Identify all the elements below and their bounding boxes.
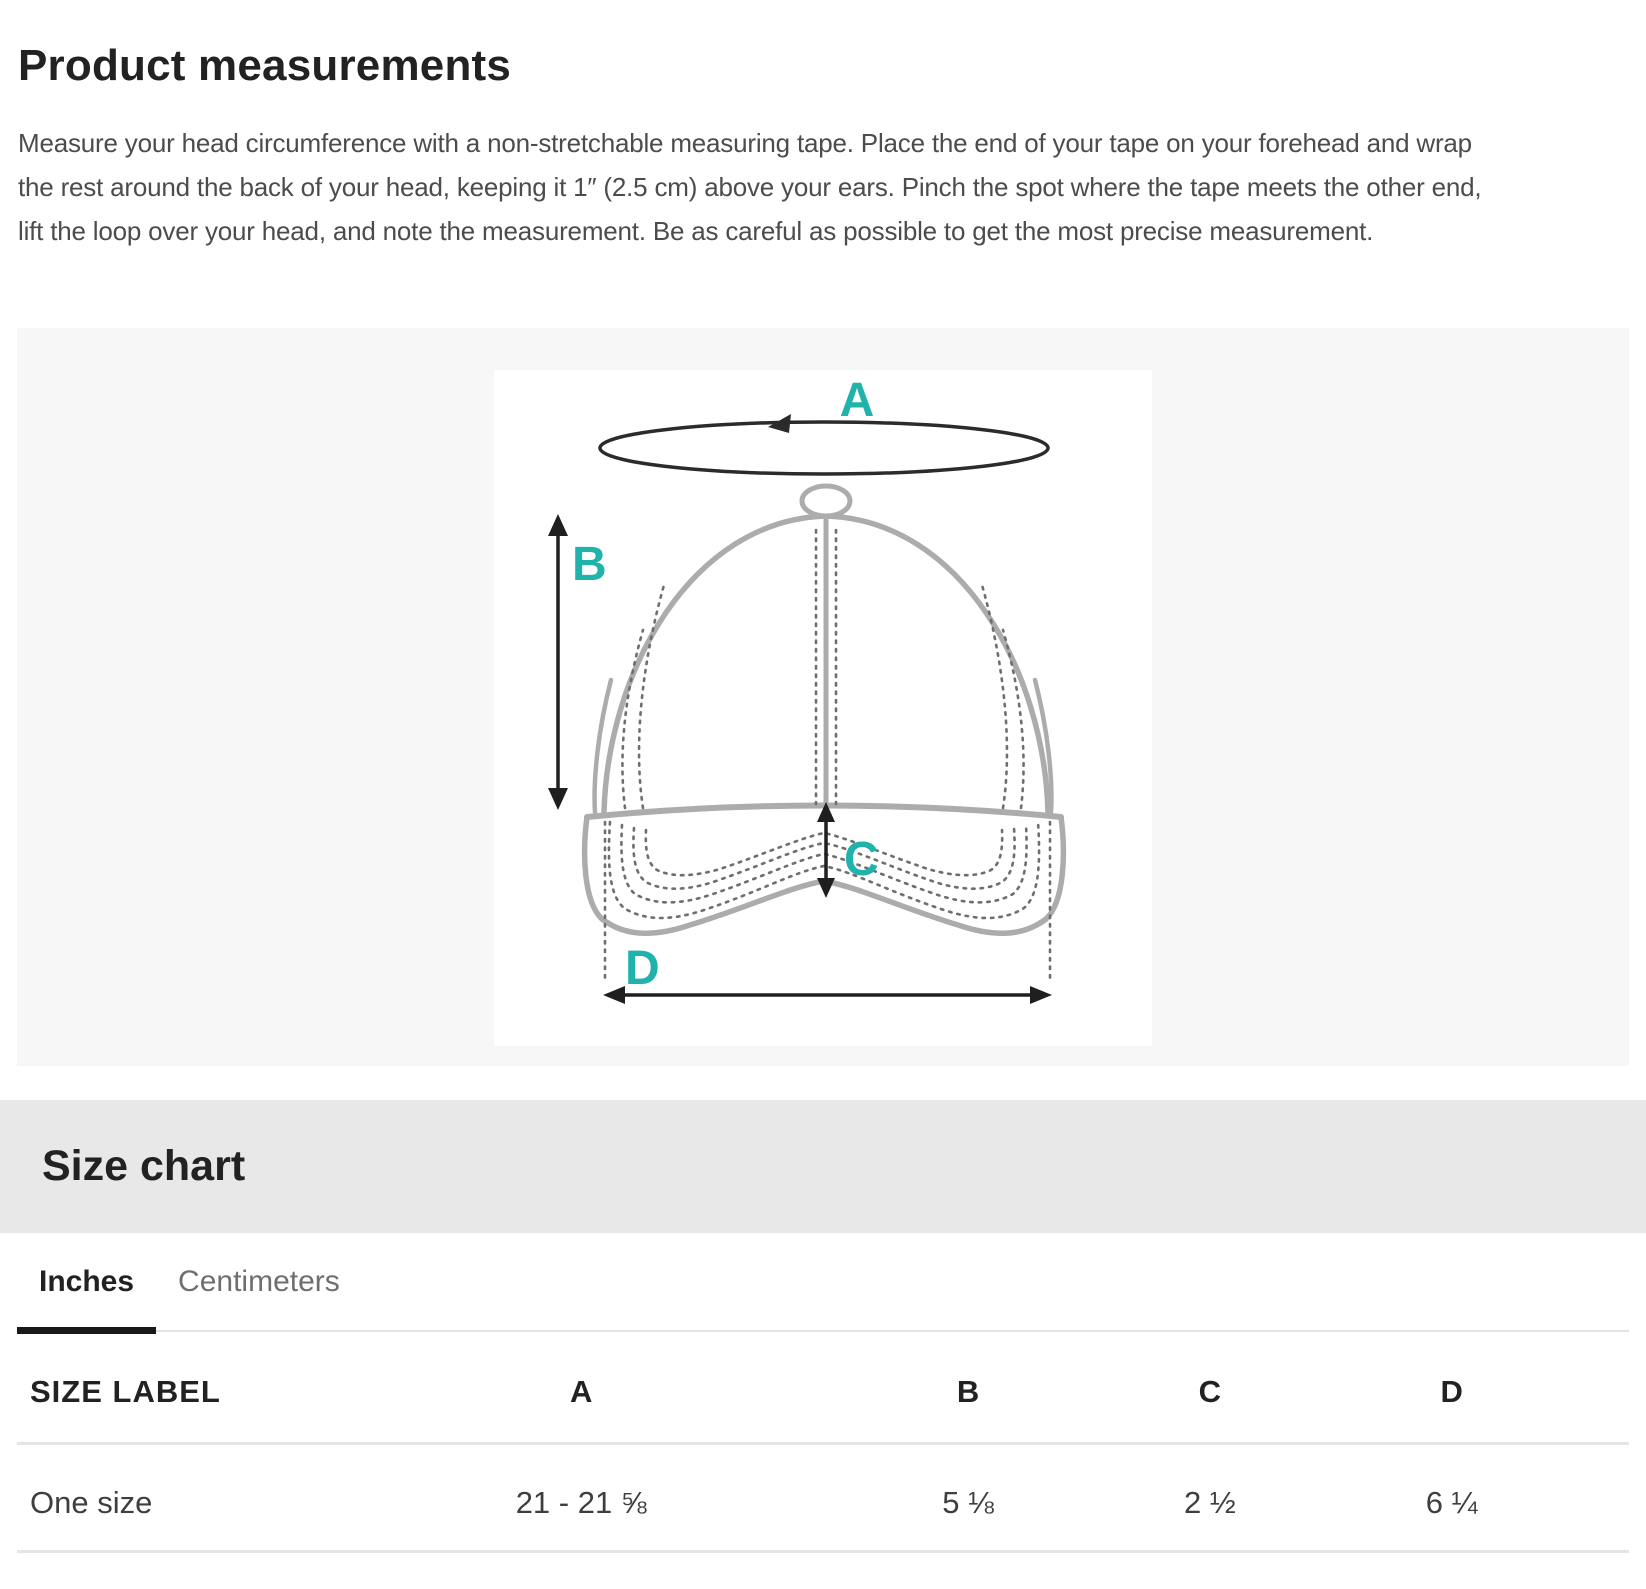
circumference-ring	[600, 414, 1048, 474]
measuring-instructions	[18, 121, 1628, 253]
instructions-line: the rest around the back of your head, keeping it 1″ (2.5 cm) above your ears. Pinch the spot where the tape meets the other end,	[18, 172, 1482, 202]
cell-d: 6 ¼	[1274, 1444, 1629, 1552]
table-row	[17, 1444, 1629, 1552]
label-a: A	[839, 374, 875, 427]
tab-inches[interactable]: Inches	[17, 1233, 156, 1330]
label-d: D	[625, 942, 660, 995]
instructions-line: Measure your head circumference with a non-stretchable measuring tape. Place the end of your tape on your forehead and wrap	[18, 128, 1472, 158]
column-header-c: C	[1145, 1332, 1274, 1444]
size-chart-header-bar	[0, 1100, 1646, 1233]
diagram-panel	[17, 328, 1629, 1066]
page-title: Product measurements	[18, 41, 512, 90]
measure-arrow-d	[603, 986, 1052, 1004]
size-chart-section	[0, 1100, 1646, 1553]
size-table	[17, 1332, 1629, 1553]
measure-arrow-c	[817, 802, 835, 898]
cell-a: 21 - 21 ⅝	[372, 1444, 791, 1552]
product-measurements-section	[0, 0, 1646, 253]
cap-diagram-svg	[494, 370, 1152, 1046]
column-header-size-label: SIZE LABEL	[17, 1332, 372, 1444]
unit-tabs	[0, 1233, 1646, 1332]
measure-arrow-b	[548, 514, 568, 810]
size-chart-title: Size chart	[42, 1142, 246, 1190]
cell-c: 2 ½	[1145, 1444, 1274, 1552]
column-header-d: D	[1274, 1332, 1629, 1444]
cell-size-label: One size	[17, 1444, 372, 1552]
tab-centimeters[interactable]: Centimeters	[156, 1233, 362, 1330]
column-header-a: A	[372, 1332, 791, 1444]
cap-measurement-diagram	[494, 370, 1152, 1046]
unit-tab-list	[17, 1233, 1629, 1332]
label-b: B	[572, 538, 607, 591]
column-header-b: B	[791, 1332, 1146, 1444]
instructions-line: lift the loop over your head, and note the measurement. Be as careful as possible to get the most precise measurement.	[18, 216, 1374, 246]
size-table-header-row	[17, 1332, 1629, 1444]
cell-b: 5 ⅛	[791, 1444, 1146, 1552]
label-c: C	[844, 833, 879, 886]
